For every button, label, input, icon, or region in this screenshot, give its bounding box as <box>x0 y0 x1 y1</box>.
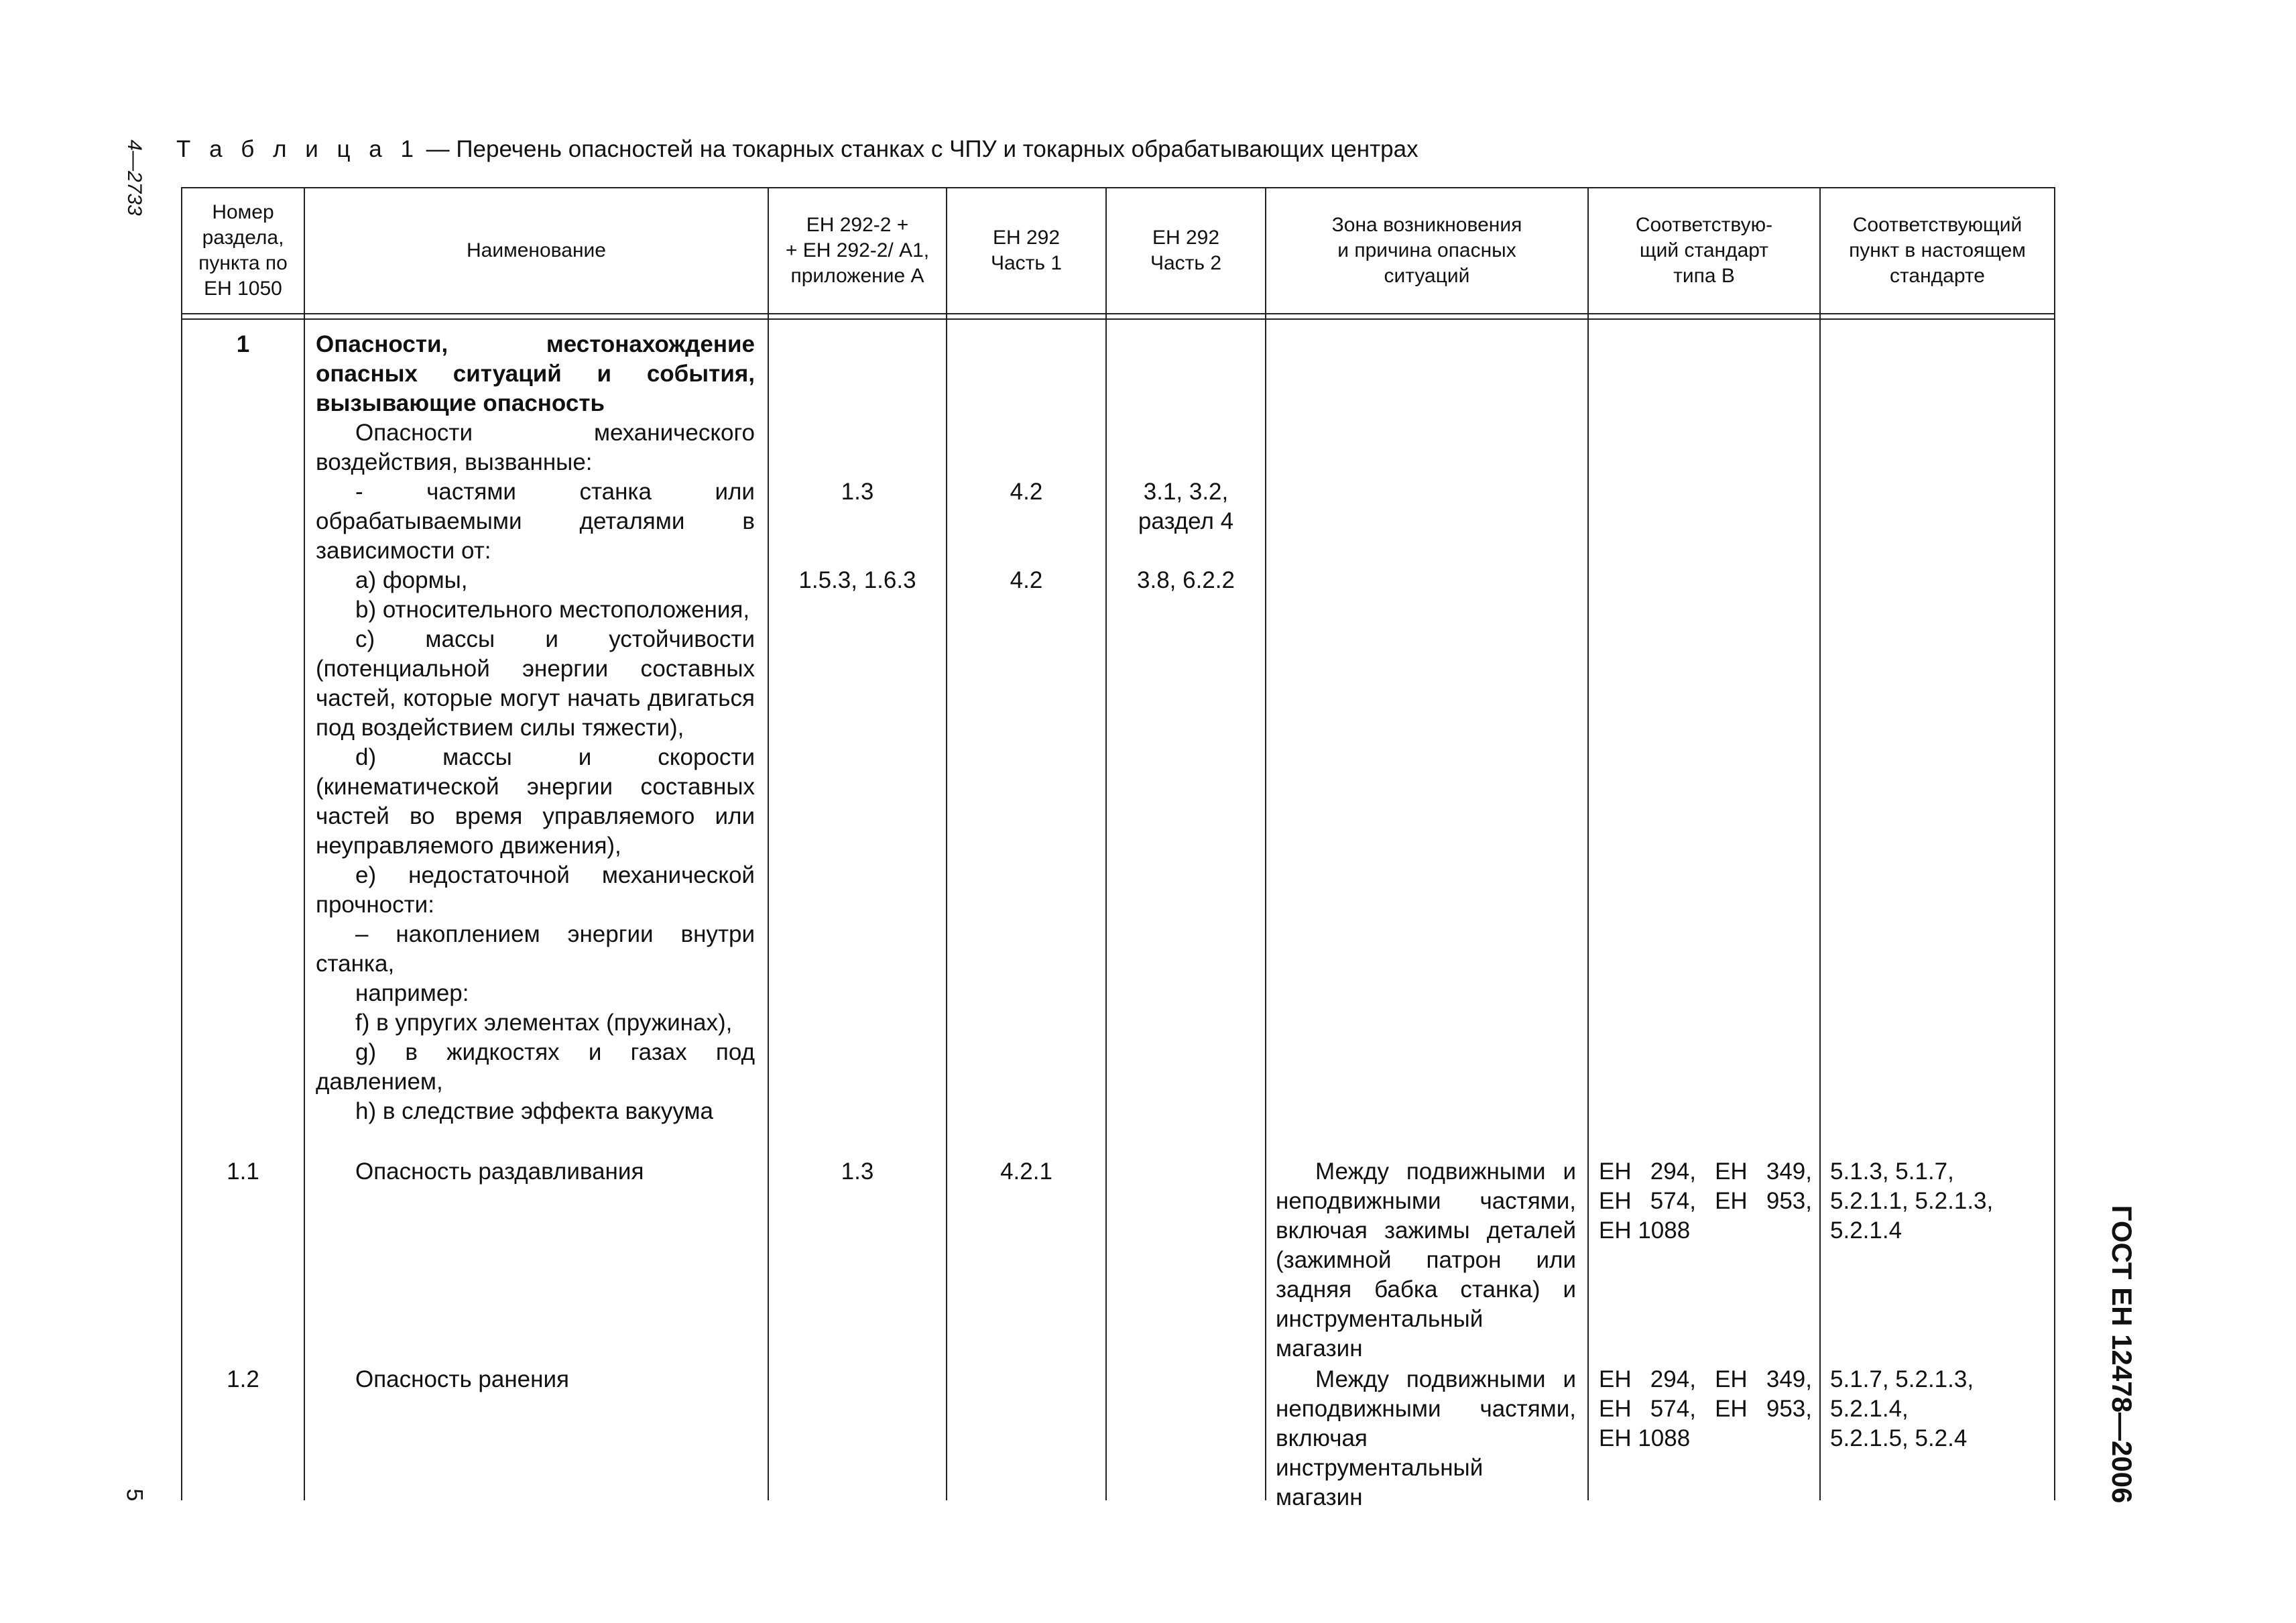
ref-en292-2: 1.5.3, 1.6.3 <box>798 567 916 593</box>
hazard-name: Опасность ранения <box>355 1366 569 1392</box>
hazard-zone: Между подвижными и неподвижными частями, включая зажимы деталей (зажимной патрон или задняя бабка станка) и инструментальный магазин <box>1276 1158 1576 1362</box>
hazard-item: например: <box>355 980 469 1006</box>
hazard-item: e) недостаточной механической прочности: <box>316 862 755 918</box>
hazard-intro: Опасности механического воздействия, вызванные: <box>316 420 755 475</box>
column-divider <box>1587 187 1589 1500</box>
hazard-item: h) в следствие эффекта вакуума <box>355 1098 714 1124</box>
column-divider <box>1819 187 1821 1500</box>
ref-en292-2: 1.3 <box>841 479 874 505</box>
hazard-item: - частями станка или обрабатываемыми деталями в зависимости от: <box>316 479 755 564</box>
table-caption-label: Т а б л и ц а 1 <box>176 136 420 162</box>
hazard-table <box>181 187 2055 1510</box>
header-rule-double <box>181 318 2055 320</box>
clauses: 5.1.7, 5.2.1.3, 5.2.1.4, 5.2.1.5, 5.2.4 <box>1830 1366 1974 1451</box>
clauses: 5.1.3, 5.1.7, 5.2.1.1, 5.2.1.3, 5.2.1.4 <box>1830 1158 1994 1244</box>
table-border-left <box>181 187 182 1500</box>
row-number: 1.2 <box>227 1366 259 1392</box>
header-rule <box>181 313 2055 314</box>
row-number: 1.1 <box>227 1158 259 1185</box>
ref-en292-part2: 3.1, 3.2, раздел 4 <box>1138 479 1234 534</box>
table-caption-text: — Перечень опасностей на токарных станках с ЧПУ и токарных обрабатывающих центрах <box>419 136 1418 162</box>
ref-en292-part1: 4.2.1 <box>1000 1158 1052 1185</box>
ref-en292-part2: 3.8, 6.2.2 <box>1137 567 1235 593</box>
hazard-item: b) относительного местоположения, <box>355 597 750 623</box>
column-divider <box>1265 187 1266 1500</box>
header-en292-2: ЕН 292-2 + + ЕН 292-2/ А1, приложение А <box>785 214 930 287</box>
section-title: Опасности, местонахождение опасных ситуаций и события, вызывающие опасность <box>316 331 755 416</box>
row-number: 1 <box>236 331 250 357</box>
hazard-item: – накоплением энергии внутри станка, <box>316 921 755 977</box>
row-1-description <box>316 330 755 1126</box>
table-caption <box>176 136 1418 163</box>
header-type-b-standard: Соответствую- щий стандарт типа В <box>1635 214 1773 287</box>
hazard-zone: Между подвижными и неподвижными частями, включая инструментальный магазин <box>1276 1366 1576 1510</box>
page-number: 5 <box>121 1488 147 1502</box>
hazard-name: Опасность раздавливания <box>355 1158 644 1185</box>
hazard-item: g) в жидкостях и газах под давлением, <box>316 1039 755 1095</box>
side-sheet-code: 4—2733 <box>123 139 145 216</box>
header-clause: Соответствующий пункт в настоящем стандарте <box>1849 214 2026 287</box>
type-b-standards: ЕН 294, ЕН 349, ЕН 574, ЕН 953, ЕН 1088 <box>1599 1366 1812 1451</box>
column-divider <box>1105 187 1107 1500</box>
column-divider <box>768 187 769 1500</box>
header-section-number: Номер раздела, пункта по ЕН 1050 <box>198 201 288 300</box>
header-en292-part2: ЕН 292 Часть 2 <box>1150 227 1222 274</box>
standard-designation: ГОСТ ЕН 12478—2006 <box>2106 1205 2138 1504</box>
hazard-item: a) формы, <box>355 567 468 593</box>
type-b-standards: ЕН 294, ЕН 349, ЕН 574, ЕН 953, ЕН 1088 <box>1599 1158 1812 1244</box>
ref-en292-part1: 4.2 <box>1010 479 1043 505</box>
column-divider <box>946 187 947 1500</box>
hazard-item: c) массы и устойчивости (потенциальной энергии составных частей, которые могут начать двигаться под воздействием силы тяжести), <box>316 626 755 741</box>
header-name: Наименование <box>467 239 606 261</box>
column-divider <box>304 187 305 1500</box>
ref-en292-2: 1.3 <box>841 1158 874 1185</box>
table-border-right <box>2054 187 2055 1500</box>
ref-en292-part1: 4.2 <box>1010 567 1043 593</box>
hazard-item: d) массы и скорости (кинематической энергии составных частей во время управляемого или неуправляемого движения), <box>316 744 755 859</box>
hazard-item: f) в упругих элементах (пружинах), <box>355 1010 733 1036</box>
header-hazard-zone: Зона возникновения и причина опасных ситуаций <box>1331 214 1522 287</box>
header-en292-part1: ЕН 292 Часть 1 <box>990 227 1063 274</box>
